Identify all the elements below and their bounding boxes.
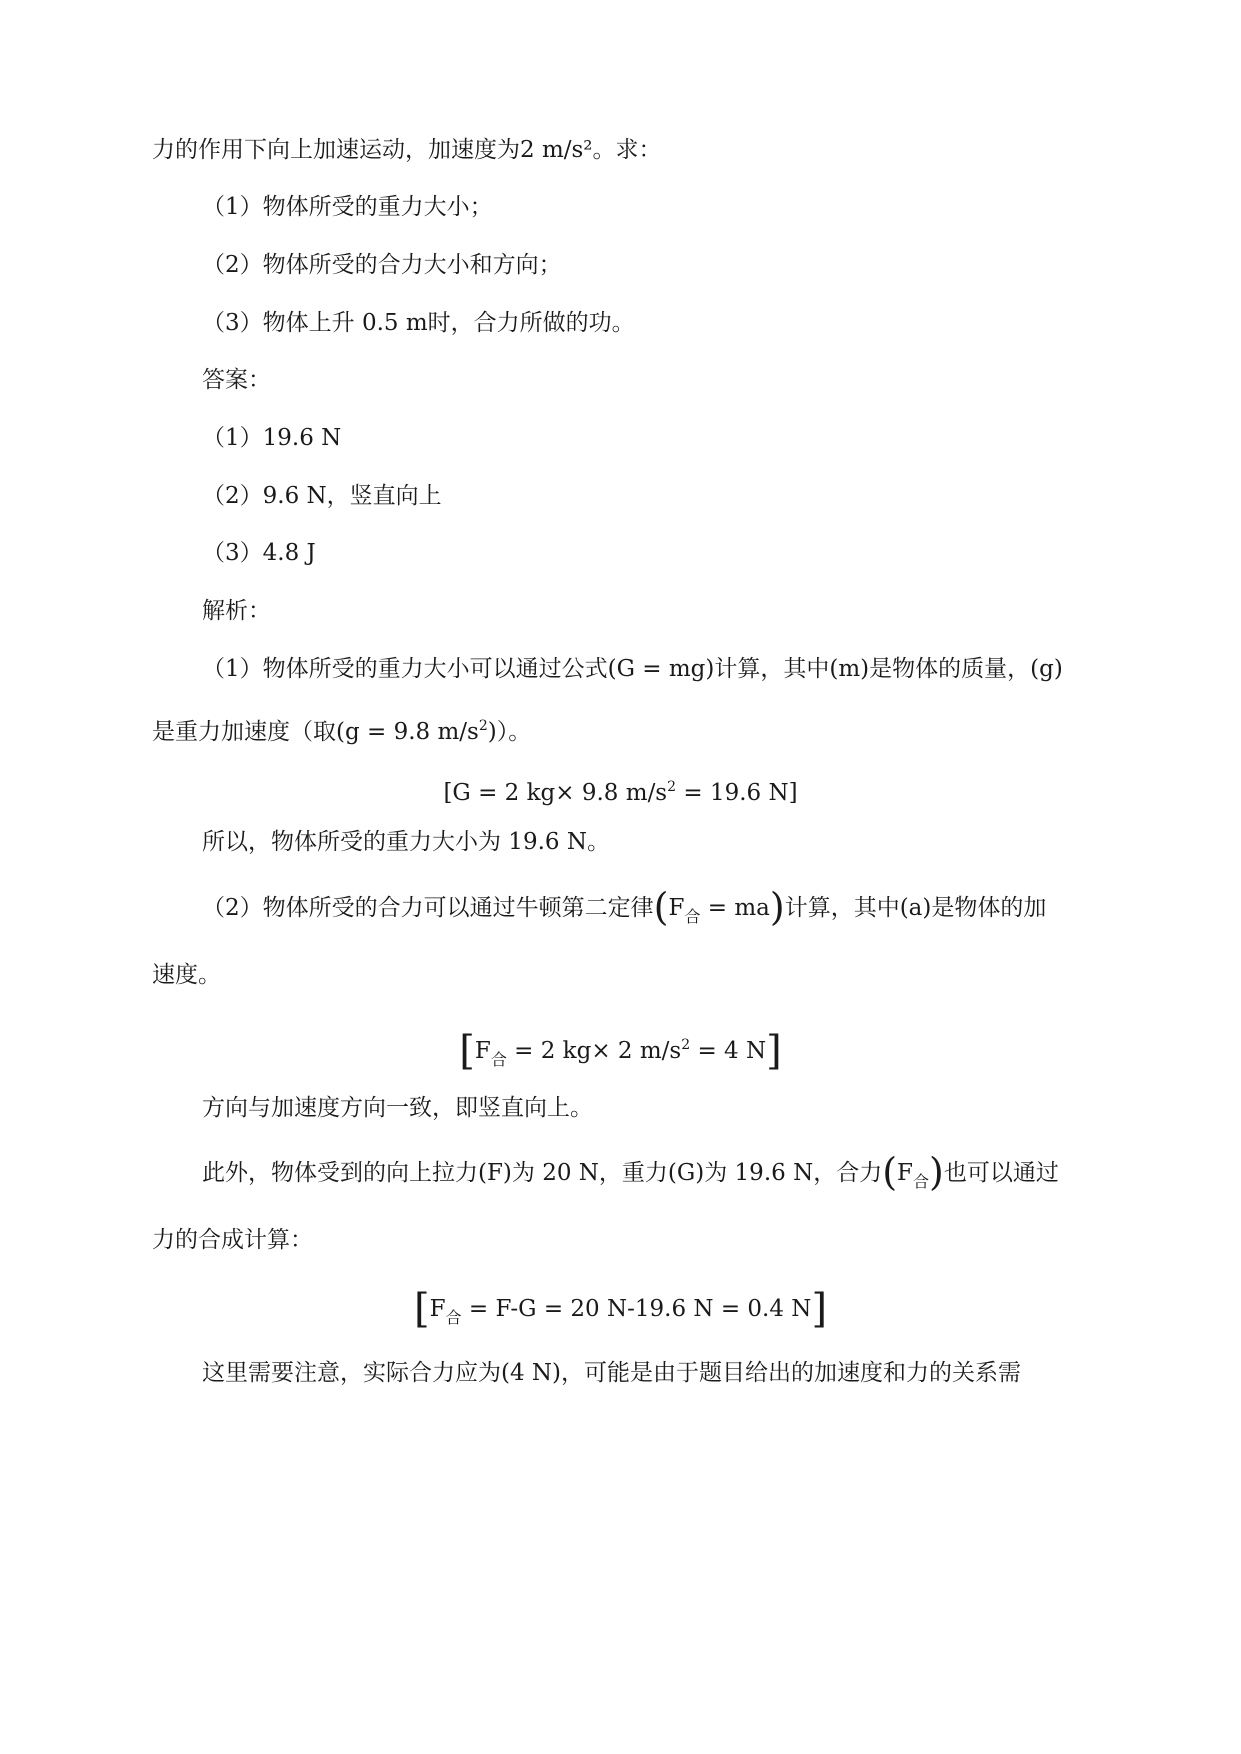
- answer-heading: 答案：: [202, 367, 271, 393]
- question-3: （3）物体上升 0.5 m时，合力所做的功。: [202, 310, 635, 336]
- bracket: ]: [811, 1286, 828, 1332]
- question-2: （2）物体所受的合力大小和方向；: [202, 252, 562, 278]
- superscript: 2: [478, 718, 488, 734]
- paren: (: [882, 1150, 898, 1194]
- analysis-2-line: [202, 885, 1047, 932]
- text-segment: )）。: [487, 719, 532, 745]
- text-segment: （2）物体所受的合力可以通过牛顿第二定律: [202, 895, 654, 921]
- subscript: 合: [913, 1172, 930, 1191]
- equation-composition: [0, 1286, 1241, 1333]
- answer-1: （1）19.6 N: [202, 425, 342, 451]
- bracket: [: [413, 1286, 430, 1332]
- equation-segment: = 19.6 N]: [676, 780, 798, 806]
- text-line: 力的作用下向上加速运动，加速度为2 m/s²。求：: [152, 137, 662, 163]
- superscript: 2: [681, 1037, 691, 1053]
- subscript: 合: [490, 1050, 507, 1069]
- paren: ): [929, 1150, 944, 1194]
- gravity-conclusion: 所以，物体所受的重力大小为 19.6 N。: [202, 829, 610, 855]
- paren: (: [653, 885, 669, 929]
- subscript: 合: [445, 1308, 462, 1327]
- equation-segment: = F-G = 20 N-19.6 N = 0.4 N: [461, 1296, 812, 1322]
- question-1: （1）物体所受的重力大小；: [202, 194, 493, 220]
- superscript: 2: [667, 779, 677, 795]
- direction-conclusion: 方向与加速度方向一致，即竖直向上。: [202, 1095, 593, 1121]
- equation-net-force: [0, 1030, 1241, 1075]
- subscript: 合: [684, 907, 701, 926]
- math-segment: = ma: [700, 895, 770, 921]
- analysis-1-line-cont: [152, 711, 531, 747]
- paren: ): [769, 885, 785, 929]
- text-segment: 计算，其中(a)是物体的加: [784, 895, 1047, 921]
- analysis-1-line: （1）物体所受的重力大小可以通过公式(G = mg)计算，其中(m)是物体的质量，(g): [202, 656, 1063, 682]
- text-segment: 是重力加速度（取(g = 9.8 m/s: [152, 719, 479, 745]
- analysis-extra-line: [202, 1150, 1059, 1197]
- analysis-2-line-cont: 速度。: [152, 962, 221, 988]
- text-segment: 也可以通过: [943, 1160, 1059, 1186]
- analysis-heading: 解析：: [202, 598, 271, 624]
- equation-segment: [G = 2 kg× 9.8 m/s: [443, 780, 668, 806]
- math-symbol: F: [474, 1038, 491, 1064]
- math-symbol: F: [429, 1296, 446, 1322]
- equation-segment: = 4 N: [690, 1038, 767, 1064]
- equation-gravity: [0, 772, 1241, 808]
- note-line: 这里需要注意，实际合力应为(4 N)，可能是由于题目给出的加速度和力的关系需: [202, 1360, 1022, 1386]
- answer-3: （3）4.8 J: [202, 540, 316, 566]
- bracket: ]: [766, 1028, 782, 1074]
- bracket: [: [459, 1028, 475, 1074]
- math-symbol: F: [897, 1160, 913, 1186]
- equation-segment: = 2 kg× 2 m/s: [506, 1038, 682, 1064]
- analysis-extra-line-cont: 力的合成计算：: [152, 1227, 313, 1253]
- text-segment: 此外，物体受到的向上拉力(F)为 20 N，重力(G)为 19.6 N，合力: [202, 1160, 883, 1186]
- math-symbol: F: [668, 895, 685, 921]
- answer-2: （2）9.6 N，竖直向上: [202, 483, 442, 509]
